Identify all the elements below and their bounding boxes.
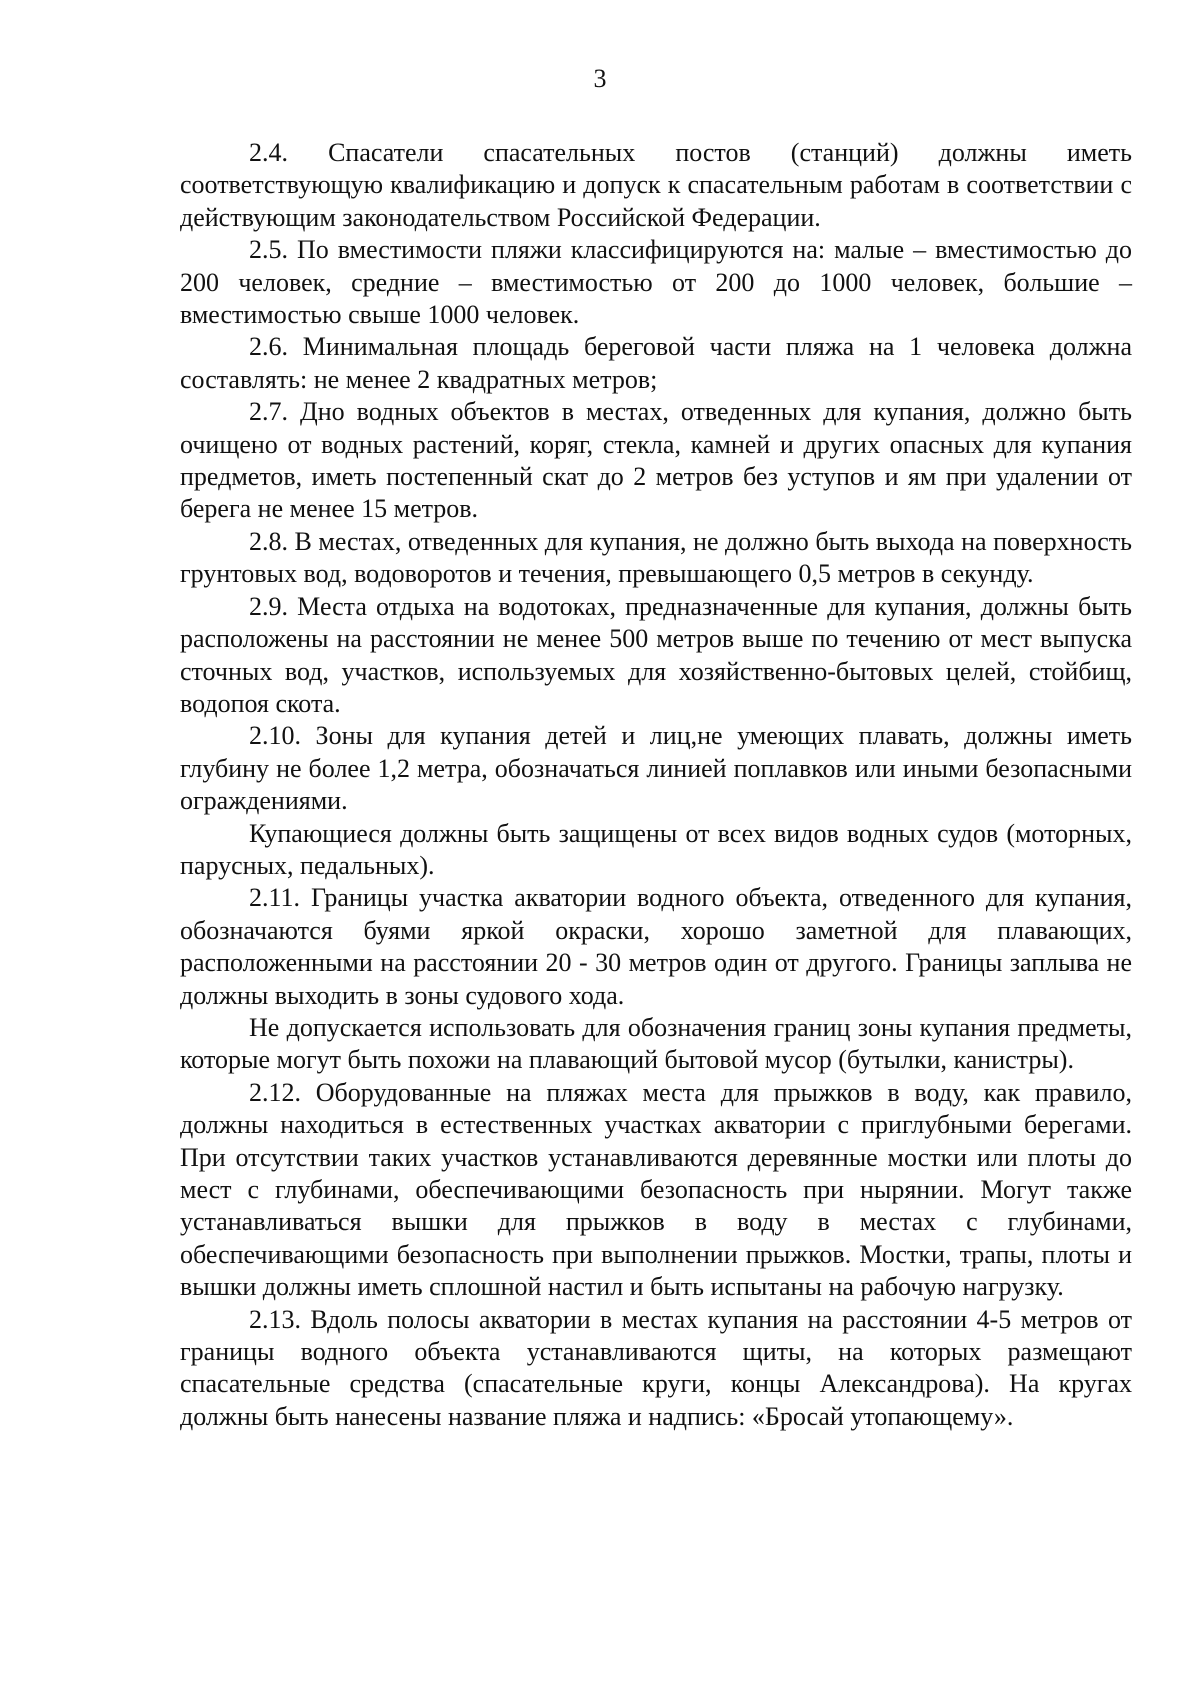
paragraph-2-10-continued: Купающиеся должны быть защищены от всех видов водных судов (моторных, парусных, педальных).	[180, 818, 1132, 880]
paragraph-2-11: 2.11. Границы участка акватории водного объекта, отведенного для купания, обозначаются буями яркой окраски, хорошо заметной для плавающих, расположенными на расстоянии 20 - 30 метров один от другого. Границы заплыва не должны выходить в зоны судового хода.	[180, 883, 1132, 1010]
paragraph-2-6: 2.6. Минимальная площадь береговой части пляжа на 1 человека должна составлять: не менее 2 квадратных метров;	[180, 332, 1132, 394]
paragraph-2-10: 2.10. Зоны для купания детей и лиц,не умеющих плавать, должны иметь глубину не более 1,2 метра, обозначаться линией поплавков или иными безопасными ограждениями.	[180, 721, 1132, 816]
paragraph-2-7: 2.7. Дно водных объектов в местах, отведенных для купания, должно быть очищено от водных растений, коряг, стекла, камней и других опасных для купания предметов, иметь постепенный скат до 2 метров без уступов и ям при удалении от берега не менее 15 метров.	[180, 397, 1132, 524]
document-body	[180, 137, 1132, 1433]
paragraph-2-8: 2.8. В местах, отведенных для купания, не должно быть выхода на поверхность грунтовых вод, водоворотов и течения, превышающего 0,5 метров в секунду.	[180, 526, 1132, 589]
page-number: 3	[593, 64, 607, 93]
paragraph-2-11-continued: Не допускается использовать для обозначения границ зоны купания предметы, которые могут быть похожи на плавающий бытовой мусор (бутылки, канистры).	[180, 1012, 1132, 1075]
paragraph-2-4: 2.4. Спасатели спасательных постов (станций) должны иметь соответствующую квалификацию и допуск к спасательным работам в соответствии с действующим законодательством Российской Федерации.	[180, 138, 1132, 232]
paragraph-2-12: 2.12. Оборудованные на пляжах места для прыжков в воду, как правило, должны находиться в естественных участках акватории с приглубными берегами. При отсутствии таких участков устанавливаются деревянные мостки или плоты до мест с глубинами, обеспечивающими безопасность при нырянии. Могут также устанавливаться вышки для прыжков в воду в местах с глубинами, обеспечивающими безопасность при выполнении прыжков. Мостки, трапы, плоты и вышки должны иметь сплошной настил и быть испытаны на рабочую нагрузку.	[180, 1077, 1132, 1302]
paragraph-2-9: 2.9. Места отдыха на водотоках, предназначенные для купания, должны быть расположены на расстоянии не менее 500 метров выше по течению от мест выпуска сточных вод, участков, используемых для хозяйственно-бытовых целей, стойбищ, водопоя скота.	[180, 591, 1132, 718]
paragraph-2-5: 2.5. По вместимости пляжи классифицируются на: малые – вместимостью до 200 человек, средние – вместимостью от 200 до 1000 человек, большие – вместимостью свыше 1000 человек.	[180, 235, 1132, 330]
paragraph-2-13: 2.13. Вдоль полосы акватории в местах купания на расстоянии 4-5 метров от границы водного объекта устанавливаются щиты, на которых размещают спасательные средства (спасательные круги, концы Александрова). На кругах должны быть нанесены название пляжа и надпись: «Бросай утопающему».	[180, 1304, 1132, 1431]
